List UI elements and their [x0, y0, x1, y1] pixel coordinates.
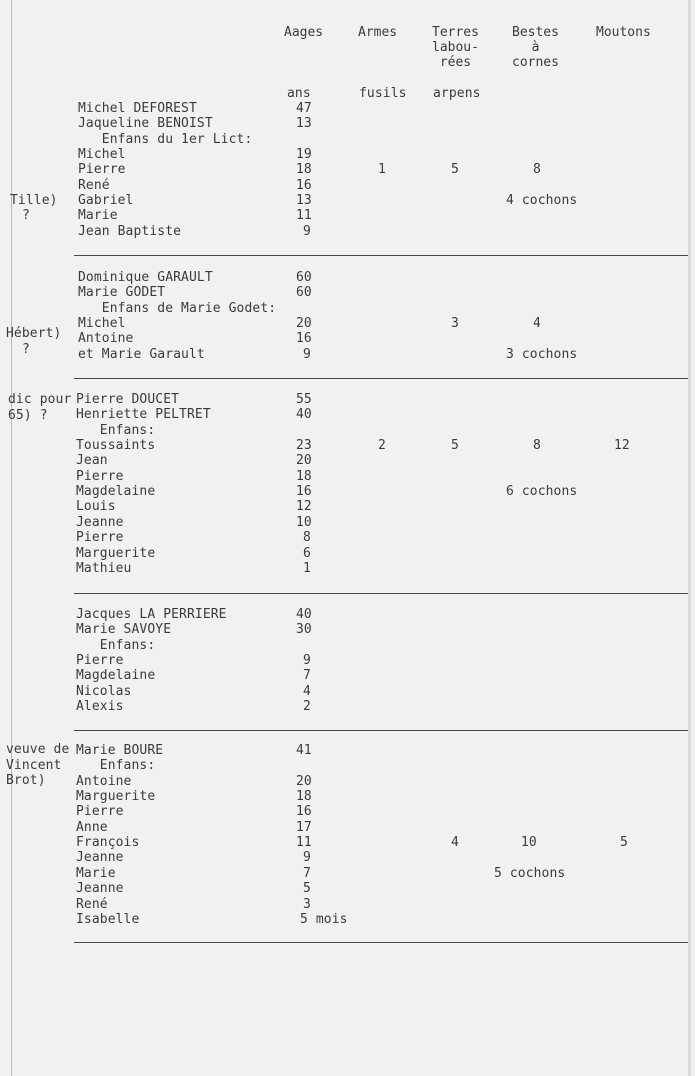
- margin-note: dic pour: [8, 392, 72, 407]
- person-name: René: [76, 897, 108, 912]
- person-age: 1: [303, 561, 311, 576]
- person-age: 5: [303, 881, 311, 896]
- margin-note: 65) ?: [8, 408, 48, 423]
- unit-arpens: arpens: [433, 86, 481, 101]
- person-name: Pierre: [76, 804, 124, 819]
- person-age: 20: [296, 774, 312, 789]
- person-name: Antoine: [78, 331, 134, 346]
- person-age: 17: [296, 820, 312, 835]
- person-age: 30: [296, 622, 312, 637]
- person-name: Marguerite: [76, 789, 156, 804]
- unit-fusils: fusils: [359, 86, 407, 101]
- person-age: 9: [303, 224, 311, 239]
- person-age: 40: [296, 607, 312, 622]
- person-name: Jean Baptiste: [78, 224, 182, 239]
- person-name: Jacques LA PERRIERE: [76, 607, 227, 622]
- page-edge-shadow: [688, 0, 691, 1076]
- subheading-children: Enfans:: [76, 758, 156, 773]
- person-age: 5 mois: [300, 912, 348, 927]
- moutons-value: 5: [620, 835, 628, 850]
- person-age: 16: [296, 804, 312, 819]
- person-name: Pierre DOUCET: [76, 392, 180, 407]
- person-name: Michel: [78, 147, 126, 162]
- terres-value: 5: [451, 438, 459, 453]
- person-age: 7: [303, 668, 311, 683]
- person-age: 2: [303, 699, 311, 714]
- subheading-children: Enfans:: [76, 423, 156, 438]
- person-name: Marguerite: [76, 546, 156, 561]
- person-name: Louis: [76, 499, 116, 514]
- person-age: 60: [296, 270, 312, 285]
- person-age: 23: [296, 438, 312, 453]
- person-age: 20: [296, 316, 312, 331]
- person-age: 4: [303, 684, 311, 699]
- header-terres: Terres labou- rées: [432, 25, 479, 70]
- person-age: 18: [296, 162, 312, 177]
- person-name: Isabelle: [76, 912, 140, 927]
- person-name: Michel: [78, 316, 126, 331]
- binding-gutter-line: [11, 0, 12, 1076]
- person-name: Pierre: [76, 653, 124, 668]
- person-age: 19: [296, 147, 312, 162]
- moutons-value: 12: [614, 438, 630, 453]
- person-age: 7: [303, 866, 311, 881]
- person-name: François: [76, 835, 140, 850]
- person-name: et Marie Garault: [78, 347, 205, 362]
- person-name: Alexis: [76, 699, 124, 714]
- margin-note: veuve de: [6, 742, 70, 757]
- margin-note: Vincent: [6, 758, 62, 773]
- terres-value: 5: [451, 162, 459, 177]
- terres-value: 3: [451, 316, 459, 331]
- person-age: 9: [303, 347, 311, 362]
- person-name: Pierre: [78, 162, 126, 177]
- bestes-value: 8: [533, 438, 541, 453]
- person-name: Pierre: [76, 469, 124, 484]
- person-age: 47: [296, 101, 312, 116]
- person-age: 16: [296, 484, 312, 499]
- person-name: Magdelaine: [76, 484, 156, 499]
- margin-note: ?: [22, 208, 30, 223]
- person-age: 13: [296, 116, 312, 131]
- person-name: Jeanne: [76, 881, 124, 896]
- person-name: Marie: [78, 208, 118, 223]
- margin-note: Tille): [10, 193, 58, 208]
- subheading-children: Enfans de Marie Godet:: [78, 301, 277, 316]
- person-age: 9: [303, 850, 311, 865]
- livestock-note: 6 cochons: [506, 484, 578, 499]
- person-age: 16: [296, 178, 312, 193]
- person-name: Marie: [76, 866, 116, 881]
- livestock-note: 5 cochons: [494, 866, 566, 881]
- bestes-value: 10: [521, 835, 537, 850]
- person-name: Dominique GARAULT: [78, 270, 213, 285]
- person-age: 11: [296, 835, 312, 850]
- person-name: Marie BOURE: [76, 743, 164, 758]
- person-name: René: [78, 178, 110, 193]
- person-name: Magdelaine: [76, 668, 156, 683]
- person-age: 40: [296, 407, 312, 422]
- unit-ans: ans: [287, 86, 311, 101]
- person-name: Jean: [76, 453, 108, 468]
- person-name: Henriette PELTRET: [76, 407, 211, 422]
- person-age: 18: [296, 469, 312, 484]
- person-age: 3: [303, 897, 311, 912]
- person-name: Jeanne: [76, 515, 124, 530]
- subheading-children: Enfans:: [76, 638, 156, 653]
- person-age: 16: [296, 331, 312, 346]
- terres-value: 4: [451, 835, 459, 850]
- person-age: 11: [296, 208, 312, 223]
- person-age: 18: [296, 789, 312, 804]
- person-name: Mathieu: [76, 561, 132, 576]
- livestock-note: 3 cochons: [506, 347, 578, 362]
- subheading-children: Enfans du 1er Lict:: [78, 132, 253, 147]
- person-age: 60: [296, 285, 312, 300]
- person-age: 8: [303, 530, 311, 545]
- header-armes: Armes: [358, 25, 398, 40]
- person-age: 55: [296, 392, 312, 407]
- header-moutons: Moutons: [596, 25, 651, 40]
- family-separator-rule: [74, 942, 688, 943]
- person-name: Jaqueline BENOIST: [78, 116, 213, 131]
- bestes-value: 4: [533, 316, 541, 331]
- header-bestes: Bestes à cornes: [512, 25, 559, 70]
- person-age: 6: [303, 546, 311, 561]
- armes-value: 2: [378, 438, 386, 453]
- margin-note: Hébert): [6, 326, 62, 341]
- person-name: Nicolas: [76, 684, 132, 699]
- person-age: 12: [296, 499, 312, 514]
- header-aages: Aages: [284, 25, 324, 40]
- person-name: Toussaints: [76, 438, 156, 453]
- person-age: 10: [296, 515, 312, 530]
- person-name: Marie SAVOYE: [76, 622, 172, 637]
- person-name: Pierre: [76, 530, 124, 545]
- armes-value: 1: [378, 162, 386, 177]
- person-age: 9: [303, 653, 311, 668]
- person-name: Gabriel: [78, 193, 134, 208]
- person-age: 13: [296, 193, 312, 208]
- family-separator-rule: [74, 378, 688, 379]
- person-name: Anne: [76, 820, 108, 835]
- person-name: Michel DEFOREST: [78, 101, 197, 116]
- person-name: Marie GODET: [78, 285, 166, 300]
- family-separator-rule: [74, 255, 688, 256]
- bestes-value: 8: [533, 162, 541, 177]
- family-separator-rule: [74, 730, 688, 731]
- person-name: Antoine: [76, 774, 132, 789]
- person-name: Jeanne: [76, 850, 124, 865]
- family-separator-rule: [74, 593, 688, 594]
- livestock-note: 4 cochons: [506, 193, 578, 208]
- person-age: 41: [296, 743, 312, 758]
- margin-note: Brot): [6, 773, 46, 788]
- person-age: 20: [296, 453, 312, 468]
- margin-note: ?: [22, 342, 30, 357]
